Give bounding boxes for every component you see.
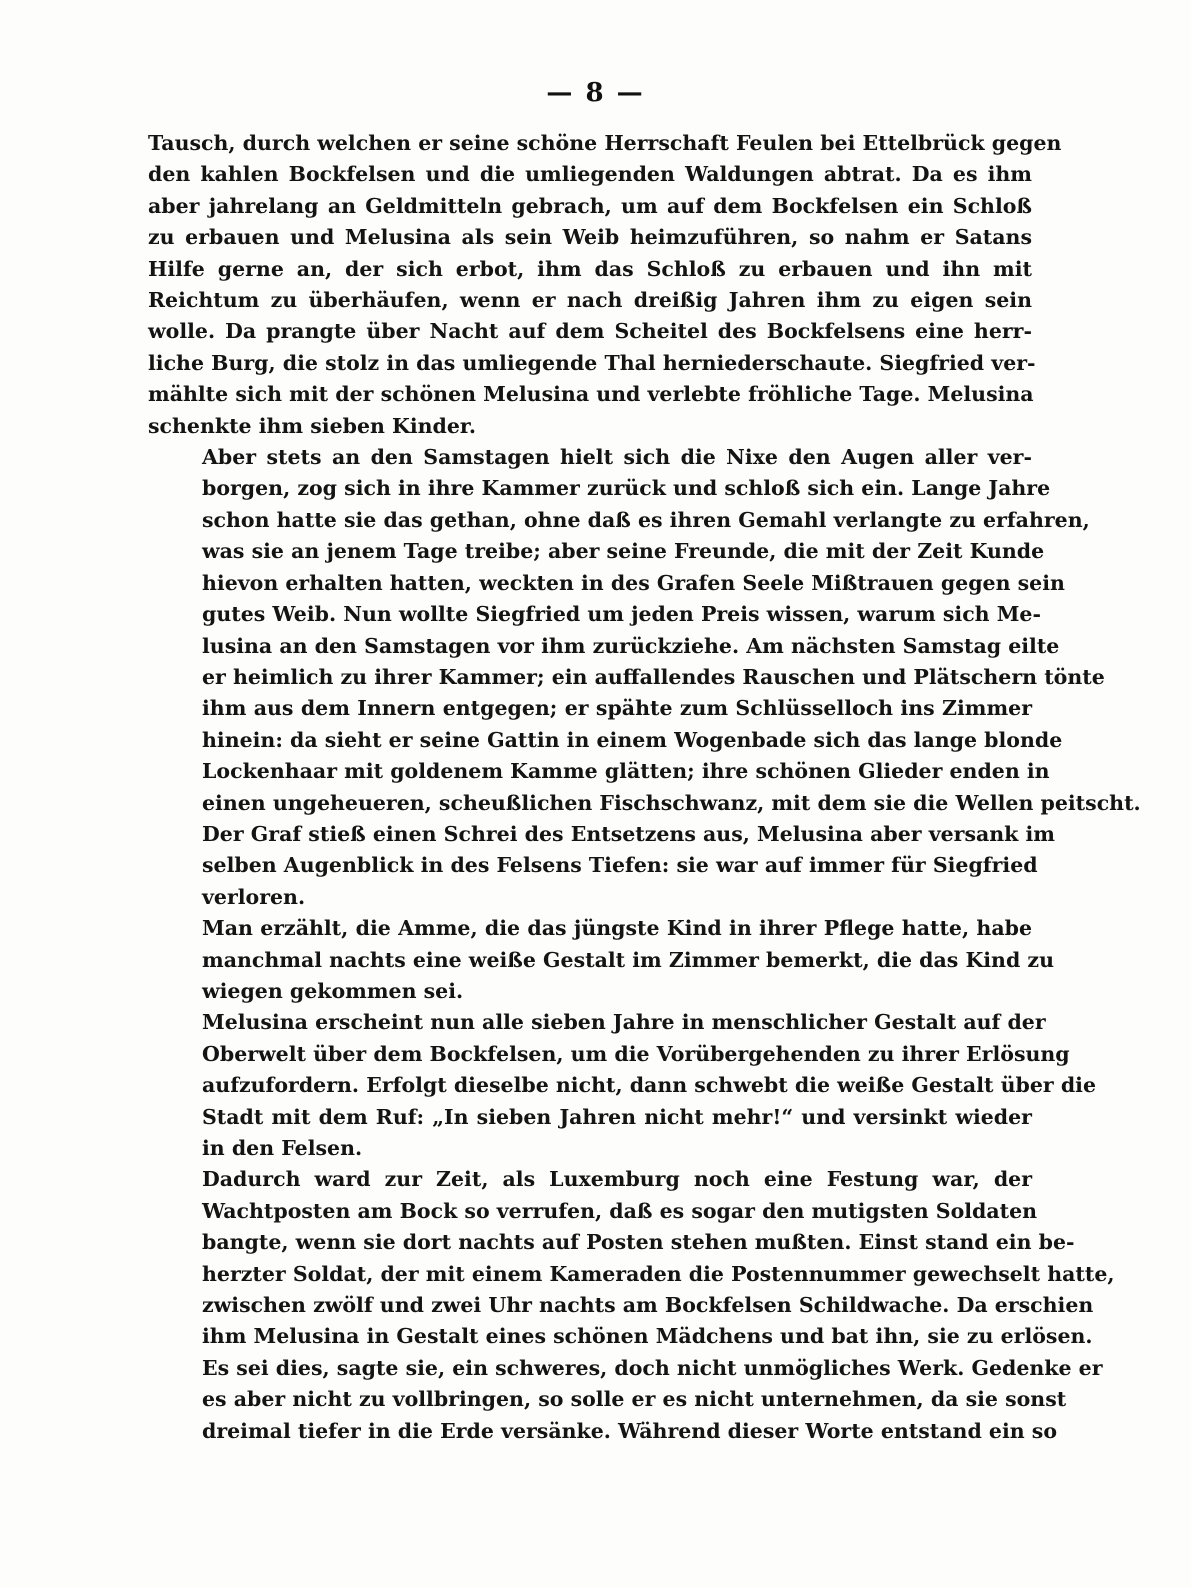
- text-line: Lockenhaar mit goldenem Kamme glätten; ihre schönen Glieder enden in: [202, 759, 1050, 784]
- text-line: wolle. Da prangte über Nacht auf dem Scheitel des Bockfelsens eine herr-: [148, 319, 1032, 344]
- text-line: verloren.: [202, 884, 306, 909]
- text-line: Der Graf stieß einen Schrei des Entsetzens aus, Melusina aber versank im: [202, 821, 1055, 846]
- text-line: schon hatte sie das gethan, ohne daß es ihren Gemahl verlangte zu erfahren,: [202, 507, 1090, 532]
- text-line: aber jahrelang an Geldmitteln gebrach, um auf dem Bockfelsen ein Schloß: [148, 193, 1032, 218]
- text-line: lusina an den Samstagen vor ihm zurückziehe. Am nächsten Samstag eilte: [202, 633, 1060, 658]
- text-line: Hilfe gerne an, der sich erbot, ihm das Schloß zu erbauen und ihn mit: [148, 256, 1032, 281]
- text-line: schenkte ihm sieben Kinder.: [148, 413, 476, 438]
- text-line: selben Augenblick in des Felsens Tiefen: sie war auf immer für Siegfried: [202, 853, 1038, 878]
- text-line: dreimal tiefer in die Erde versänke. Während dieser Worte entstand ein so: [202, 1418, 1058, 1443]
- text-line: was sie an jenem Tage treibe; aber seine Freunde, die mit der Zeit Kunde: [202, 539, 1045, 564]
- text-line: hievon erhalten hatten, weckten in des Grafen Seele Mißtrauen gegen sein: [202, 570, 1065, 595]
- text-line: aufzufordern. Erfolgt dieselbe nicht, dann schwebt die weiße Gestalt über die: [202, 1073, 1096, 1098]
- text-line: er heimlich zu ihrer Kammer; ein auffallendes Rauschen und Plätschern tönte: [202, 664, 1105, 689]
- text-line: Oberwelt über dem Bockfelsen, um die Vorübergehenden zu ihrer Erlösung: [202, 1041, 1070, 1066]
- paragraph: [148, 442, 1141, 913]
- text-line: ihm aus dem Innern entgegen; er spähte zum Schlüsselloch ins Zimmer: [202, 696, 1032, 721]
- text-line: zwischen zwölf und zwei Uhr nachts am Bockfelsen Schildwache. Da erschien: [202, 1293, 1094, 1318]
- text-line: Es sei dies, sagte sie, ein schweres, doch nicht unmögliches Werk. Gedenke er: [202, 1355, 1103, 1380]
- text-line: zu erbauen und Melusina als sein Weib heimzuführen, so nahm er Satans: [148, 225, 1032, 250]
- text-line: es aber nicht zu vollbringen, so solle er es nicht unternehmen, da sie sonst: [202, 1387, 1067, 1412]
- text-line: bangte, wenn sie dort nachts auf Posten stehen mußten. Einst stand ein be-: [202, 1230, 1075, 1255]
- text-line: ihm Melusina in Gestalt eines schönen Mädchens und bat ihn, sie zu erlösen.: [202, 1324, 1093, 1349]
- paragraph: [148, 1164, 1115, 1447]
- paragraph: [148, 1007, 1096, 1164]
- text-line: Dadurch ward zur Zeit, als Luxemburg noch eine Festung war, der: [202, 1167, 1032, 1192]
- text-line: den kahlen Bockfelsen und die umliegenden Waldungen abtrat. Da es ihm: [148, 162, 1032, 187]
- paragraph: [148, 128, 1062, 442]
- text-line: in den Felsen.: [202, 1136, 363, 1160]
- text-line: einen ungeheueren, scheußlichen Fischschwanz, mit dem sie die Wellen peitscht.: [202, 790, 1141, 815]
- text-line: hinein: da sieht er seine Gattin in einem Wogenbade sich das lange blonde: [202, 727, 1063, 752]
- text-line: Man erzählt, die Amme, die das jüngste Kind in ihrer Pflege hatte, habe: [202, 916, 1032, 941]
- text-line: Melusina erscheint nun alle sieben Jahre in menschlicher Gestalt auf der: [202, 1010, 1046, 1035]
- text-line: mählte sich mit der schönen Melusina und verlebte fröhliche Tage. Melusina: [148, 382, 1034, 407]
- text-line: borgen, zog sich in ihre Kammer zurück und schloß sich ein. Lange Jahre: [202, 476, 1051, 501]
- text-line: Reichtum zu überhäufen, wenn er nach dreißig Jahren ihm zu eigen sein: [148, 288, 1032, 313]
- text-line: Wachtposten am Bock so verrufen, daß es sogar den mutigsten Soldaten: [202, 1198, 1038, 1223]
- text-line: gutes Weib. Nun wollte Siegfried um jeden Preis wissen, warum sich Me-: [202, 602, 1041, 627]
- text-line: Aber stets an den Samstagen hielt sich die Nixe den Augen aller ver-: [202, 445, 1032, 470]
- body-text: [148, 128, 1141, 1447]
- page-number: — 8 —: [546, 78, 645, 108]
- text-line: liche Burg, die stolz in das umliegende Thal herniederschaute. Siegfried ver-: [148, 350, 1036, 375]
- text-line: manchmal nachts eine weiße Gestalt im Zimmer bemerkt, die das Kind zu: [202, 947, 1054, 972]
- text-line: wiegen gekommen sei.: [202, 978, 464, 1003]
- text-line: herzter Soldat, der mit einem Kameraden die Postennummer gewechselt hatte,: [202, 1261, 1115, 1286]
- text-line: Tausch, durch welchen er seine schöne Herrschaft Feulen bei Ettelbrück gegen: [148, 131, 1062, 155]
- paragraph: [148, 913, 1054, 1007]
- text-line: Stadt mit dem Ruf: „In sieben Jahren nicht mehr!“ und versinkt wieder: [202, 1104, 1032, 1129]
